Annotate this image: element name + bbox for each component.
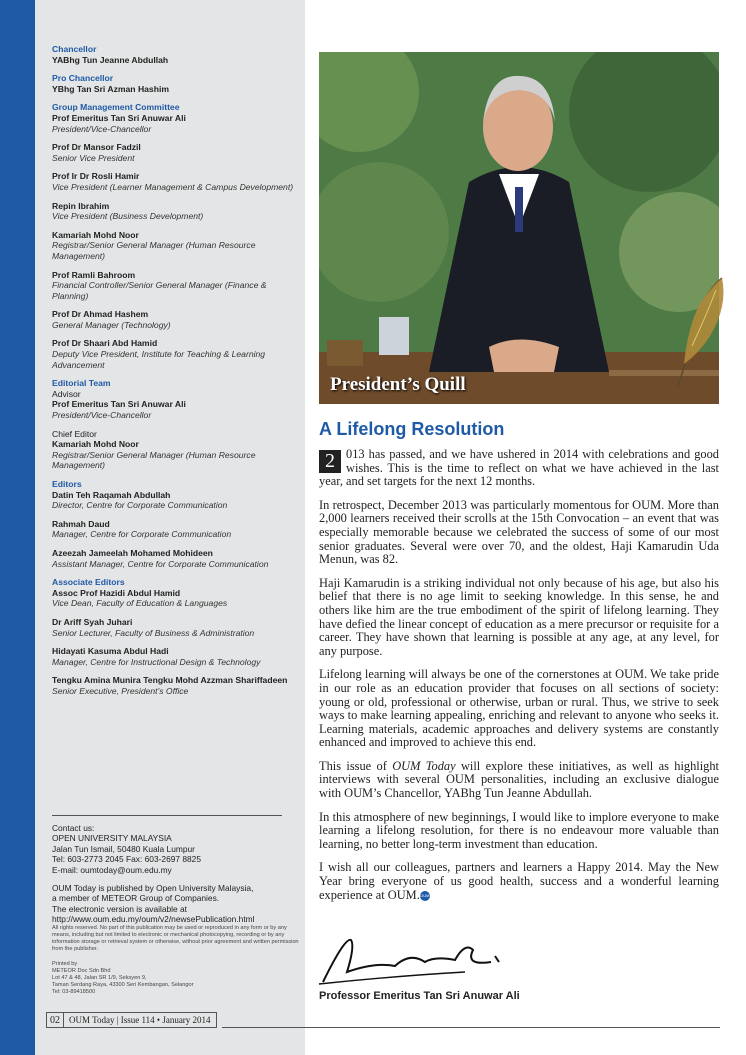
printer-line: Taman Serdang Raya, 43300 Seri Kembangan, Selangor (52, 981, 194, 988)
masthead-person-name: Azeezah Jameelah Mohamed Mohideen (52, 547, 213, 558)
publisher-line: a member of METEOR Group of Companies. (52, 893, 220, 904)
masthead-section-heading: Editors (52, 479, 82, 489)
masthead-person-name: Prof Emeritus Tan Sri Anuwar Ali (52, 112, 186, 123)
masthead-person-title: Senior Lecturer, Faculty of Business & Administration (52, 627, 255, 638)
paragraph-6: In this atmosphere of new beginnings, I would like to implore everyone to make learning a lifelong resolution, for there is no endeavour more valuable than learning, no better long-term investment than education. (319, 809, 719, 851)
president-photo (319, 52, 719, 404)
masthead-person-name: Prof Emeritus Tan Sri Anuwar Ali (52, 399, 186, 410)
masthead-role-label: Chief Editor (52, 428, 97, 439)
masthead-person-title: General Manager (Technology) (52, 319, 171, 330)
page-number: 02 (46, 1012, 64, 1028)
paragraph-7: I wish all our colleagues, partners and learners a Happy 2014. May the New Year bring everyone of us good health, success and a wonderful learning experience at OUM.OUM (319, 860, 719, 902)
masthead-person-title: Director, Centre for Corporate Communication (52, 500, 228, 511)
footer-rule (222, 1027, 720, 1028)
masthead-section-heading: Chancellor (52, 44, 97, 54)
signature-icon (315, 932, 515, 990)
publisher-lines (52, 883, 302, 925)
masthead-person-name: Dr Ariff Syah Juhari (52, 616, 133, 627)
contact-block (52, 823, 302, 996)
masthead-person-title: Financial Controller/Senior General Manager (Finance & Planning) (52, 280, 267, 301)
masthead-person-title: Senior Vice President (52, 152, 135, 163)
paragraph-1: 2 013 has passed, and we have ushered in 2014 with celebrations and good wishes. This is the time to reflect on what we have achieved in the last year, and set targets for the next 12 months. (319, 447, 719, 489)
contact-line: Jalan Tun Ismail, 50480 Kuala Lumpur (52, 843, 195, 854)
masthead-section-heading: Associate Editors (52, 577, 125, 588)
signatory-name: Professor Emeritus Tan Sri Anuwar Ali (319, 990, 520, 1002)
contact-line: E-mail: oumtoday@oum.edu.my (52, 864, 172, 875)
paragraph-4: Lifelong learning will always be one of the cornerstones at OUM. We take pride in our role as an education provider that focuses on all sections of society: young or old, professional or otherwise, urban or rural. Thus, we strive to seek ways to make learning appealing, enriching and relevant to anyone who seeks it. Learning materials, academic approaches and delivery systems are constantly enhanced and improved to achieve this end. (319, 667, 719, 750)
masthead-person-title: Senior Executive, President's Office (52, 685, 189, 696)
masthead-person-name: Prof Ramli Bahroom (52, 269, 136, 280)
masthead-person-name: Repin Ibrahim (52, 200, 110, 211)
printer-line: Lot 47 & 48, Jalan SR 1/9, Seksyen 9, (52, 974, 147, 981)
column-label: President’s Quill (330, 374, 466, 395)
masthead-person-name: YABhg Tun Jeanne Abdullah (52, 54, 169, 65)
masthead-section-heading: Pro Chancellor (52, 73, 114, 84)
issue-info: OUM Today | Issue 114 • January 2014 (64, 1012, 217, 1028)
paragraph-3: Haji Kamarudin is a striking individual not only because of his age, but also his belief that there is no age limit to seeking knowledge. In this sense, he and others like him are the true embodiment of the spirit of lifelong learning. They have defied the linear concept of education as a mere precursor or requisite for a career. They have shown that learning is possible at any age, at any level, for any purpose. (319, 575, 719, 658)
masthead-person-name: Kamariah Mohd Noor (52, 439, 139, 450)
printer-line: Printed by (52, 960, 78, 967)
masthead-person-title: Manager, Centre for Corporate Communication (52, 529, 232, 540)
contact-line: OPEN UNIVERSITY MALAYSIA (52, 833, 172, 844)
masthead-person-name: YBhg Tan Sri Azman Hashim (52, 83, 169, 94)
contact-line: Contact us: (52, 823, 95, 833)
masthead-list (52, 44, 300, 697)
oum-logo-icon: OUM (420, 891, 430, 901)
masthead-person-title: Manager, Centre for Instructional Design & Technology (52, 656, 261, 667)
article-title: A Lifelong Resolution (319, 419, 505, 439)
drop-cap: 2 (319, 450, 341, 473)
masthead-person-name: Datin Teh Raqamah Abdullah (52, 489, 171, 500)
masthead-person-title: President/Vice-Chancellor (52, 410, 152, 421)
blue-side-strip (0, 0, 35, 1055)
contact-line: Tel: 603-2773 2045 Fax: 603-2697 8825 (52, 854, 202, 865)
masthead-section-heading: Editorial Team (52, 378, 111, 389)
paragraph-5: This issue of OUM Today will explore these initiatives, as well as highlight interviews with several OUM personalities, including an exclusive dialogue with OUM’s Chancellor, YABhg Tun Jeanne Abdullah. (319, 758, 719, 801)
masthead-section-heading: Group Management Committee (52, 102, 180, 113)
masthead-person-name: Hidayati Kasuma Abdul Hadi (52, 646, 169, 657)
masthead-person-title: Registrar/Senior General Manager (Human Resource Management) (52, 240, 256, 261)
printer-line: Tel: 03-89418500 (52, 988, 96, 995)
printer-info (52, 961, 302, 996)
masthead-role-label: Advisor (52, 388, 81, 399)
masthead-person-name: Tengku Amina Munira Tengku Mohd Azzman Shariffadeen (52, 675, 288, 686)
masthead-person-title: Vice President (Business Development) (52, 211, 204, 222)
masthead-person-name: Prof Dr Shaari Abd Hamid (52, 338, 158, 349)
article-body (319, 448, 719, 912)
masthead-person-title: President/Vice-Chancellor (52, 123, 152, 134)
masthead-person-name: Prof Dr Ahmad Hashem (52, 309, 149, 320)
printer-line: METEOR Doc Sdn Bhd (52, 967, 111, 974)
contact-lines (52, 823, 302, 875)
masthead-person-title: Registrar/Senior General Manager (Human Resource Management) (52, 449, 256, 471)
masthead-person-title: Assistant Manager, Centre for Corporate Communication (52, 558, 269, 569)
masthead-person-name: Prof Dr Mansor Fadzil (52, 142, 141, 153)
masthead-person-title: Deputy Vice President, Institute for Teaching & Learning Advancement (52, 349, 266, 370)
contact-divider (52, 815, 282, 816)
paragraph-2: In retrospect, December 2013 was particularly momentous for OUM. More than 2,000 learners received their scrolls at the 15th Convocation – an event that was especially memorable because we celebrated the success of some of our most senior graduates. Several were over 70, and the oldest, Haji Kamarudin Uda Menun, was 82. (319, 497, 719, 567)
masthead-person-title: Vice President (Learner Management & Campus Development) (52, 181, 294, 192)
masthead-person-name: Prof Ir Dr Rosli Hamir (52, 171, 140, 182)
masthead-person-name: Assoc Prof Hazidi Abdul Hamid (52, 587, 181, 598)
rights-notice: All rights reserved. No part of this publication may be used or reproduced in any form or by any means, including but not limited to electronic or mechanical photocopying, recording or by any information storage or retrieval system or otherwise, without prior agreement and written permission from the publisher. (52, 924, 299, 952)
masthead-person-name: Kamariah Mohd Noor (52, 229, 139, 240)
quill-feather-icon (670, 276, 730, 391)
page-footer (46, 1012, 217, 1028)
publisher-line: OUM Today is published by Open University Malaysia, (52, 883, 254, 894)
masthead-person-name: Rahmah Daud (52, 518, 110, 529)
masthead-person-title: Vice Dean, Faculty of Education & Languages (52, 598, 228, 609)
publication-name: OUM Today (392, 758, 456, 773)
publisher-line: The electronic version is available at (52, 903, 187, 914)
publisher-line: http://www.oum.edu.my/oum/v2/newsePublication.html (52, 914, 255, 925)
